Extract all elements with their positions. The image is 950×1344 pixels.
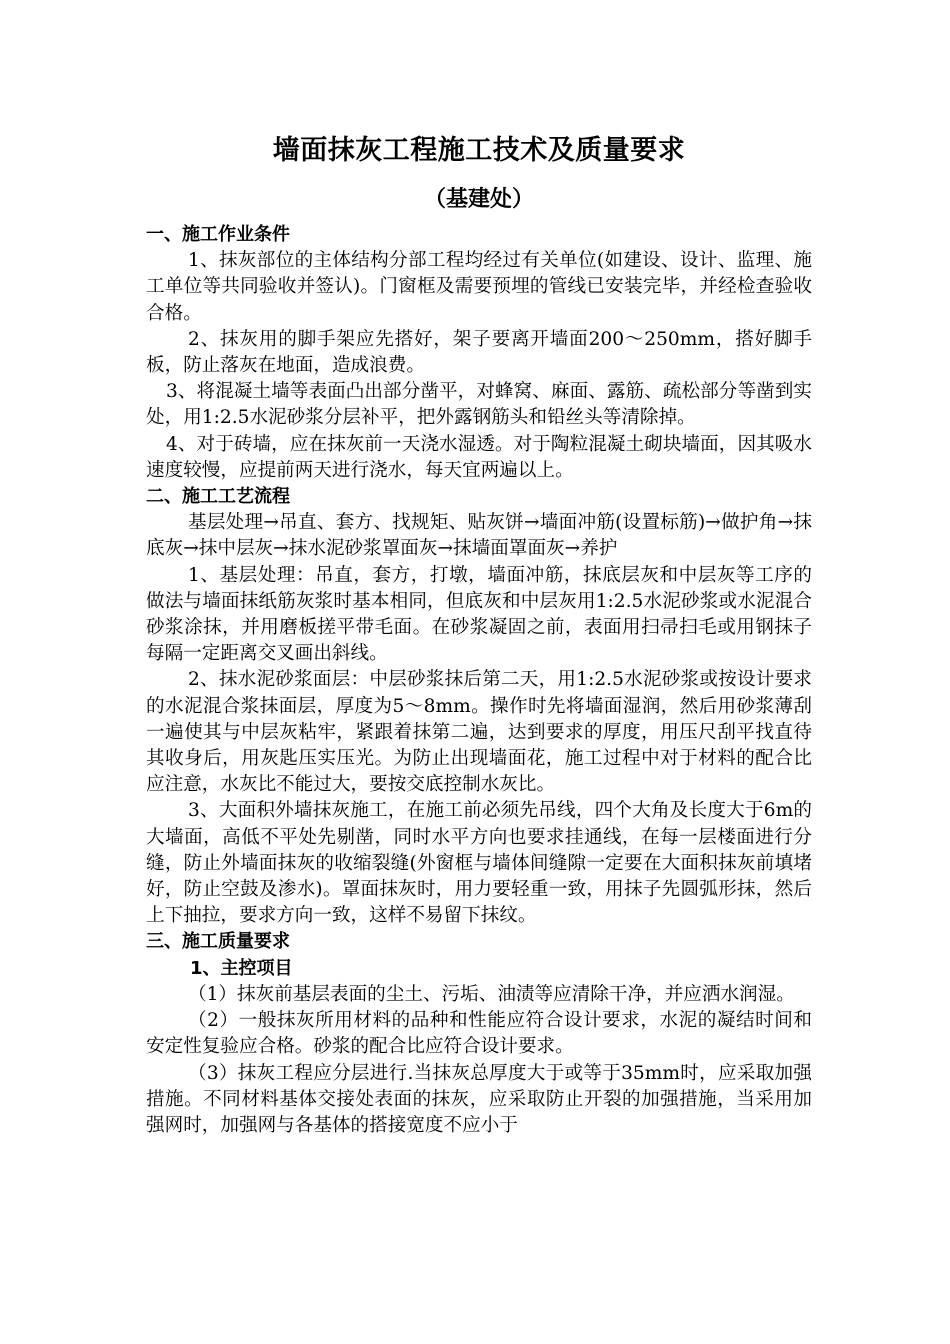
- paragraph: 2、抹灰用的脚手架应先搭好，架子要离开墙面200～250mm，搭好脚手板，防止落灰在地面，造成浪费。: [146, 328, 812, 377]
- paragraph: 3、大面积外墙抹灰施工，在施工前必须先吊线，四个大角及长度大于6m的大墙面，高低不平处先剔凿，同时水平方向也要求挂通线，在每一层楼面进行分缝，防止外墙面抹灰的收缩裂缝(外窗框与墙体间缝隙一定要在大面积抹灰前填堵好，防止空鼓及渗水)。罩面抹灰时，用力要轻重一致，用抹子先圆弧形抹，然后上下抽拉，要求方向一致，这样不易留下抹纹。: [146, 800, 812, 927]
- paragraph: 2、抹水泥砂浆面层：中层砂浆抹后第二天，用1:2.5水泥砂浆或按设计要求的水泥混合浆抹面层，厚度为5～8mm。操作时先将墙面湿润，然后用砂浆薄刮一遍使其与中层灰粘牢，紧跟着抹第二遍，达到要求的厚度，用压尺刮平找直待其收身后，用灰匙压实压光。为防止出现墙面花，施工过程中对于材料的配合比应注意，水灰比不能过大，要按交底控制水灰比。: [146, 669, 812, 796]
- document-body: [146, 222, 812, 1139]
- paragraph: 1、抹灰部位的主体结构分部工程均经过有关单位(如建设、设计、监理、施工单位等共同验收并签认)。门窗框及需要预埋的管线已安装完毕，并经检查验收合格。: [146, 250, 812, 324]
- section-heading: 三、施工质量要求: [146, 931, 290, 953]
- subsection-heading: 1、主控项目: [190, 957, 293, 979]
- document-title: 墙面抹灰工程施工技术及质量要求: [272, 135, 686, 166]
- section-heading: 一、施工作业条件: [146, 224, 290, 245]
- paragraph: （2）一般抹灰所用材料的品种和性能应符合设计要求，水泥的凝结时间和安定性复验应合格。砂浆的配合比应符合设计要求。: [146, 1010, 812, 1058]
- document-subtitle: （基建处）: [423, 187, 534, 212]
- process-flow: 基层处理→吊直、套方、找规矩、贴灰饼→墙面冲筋(设置标筋)→做护角→抹底灰→抹中层灰→抹水泥砂浆罩面灰→抹墙面罩面灰→养护: [146, 512, 812, 560]
- paragraph: （1）抹灰前基层表面的尘土、污垢、油渍等应清除干净，并应洒水润湿。: [188, 983, 795, 1005]
- paragraph: 4、对于砖墙，应在抹灰前一天浇水湿透。对于陶粒混凝土砌块墙面，因其吸水速度较慢，应提前两天进行浇水，每天宜两遍以上。: [146, 433, 812, 481]
- paragraph: （3）抹灰工程应分层进行.当抹灰总厚度大于或等于35mm时，应采取加强措施。不同材料基体交接处表面的抹灰，应采取防止开裂的加强措施，当采用加强网时，加强网与各基体的搭接宽度不应小于: [146, 1062, 812, 1136]
- paragraph: 1、基层处理：吊直，套方，打墩，墙面冲筋，抹底层灰和中层灰等工序的做法与墙面抹纸筋灰浆时基本相同，但底灰和中层灰用1:2.5水泥砂浆或水泥混合砂浆涂抹，并用磨板搓平带毛面。在砂浆凝固之前，表面用扫帚扫毛或用钢抹子每隔一定距离交叉画出斜线。: [146, 564, 812, 665]
- paragraph: 3、将混凝土墙等表面凸出部分凿平，对蜂窝、麻面、露筋、疏松部分等凿到实处，用1:2.5水泥砂浆分层补平，把外露钢筋头和铅丝头等清除掉。: [146, 381, 812, 429]
- section-heading: 二、施工工艺流程: [146, 486, 290, 508]
